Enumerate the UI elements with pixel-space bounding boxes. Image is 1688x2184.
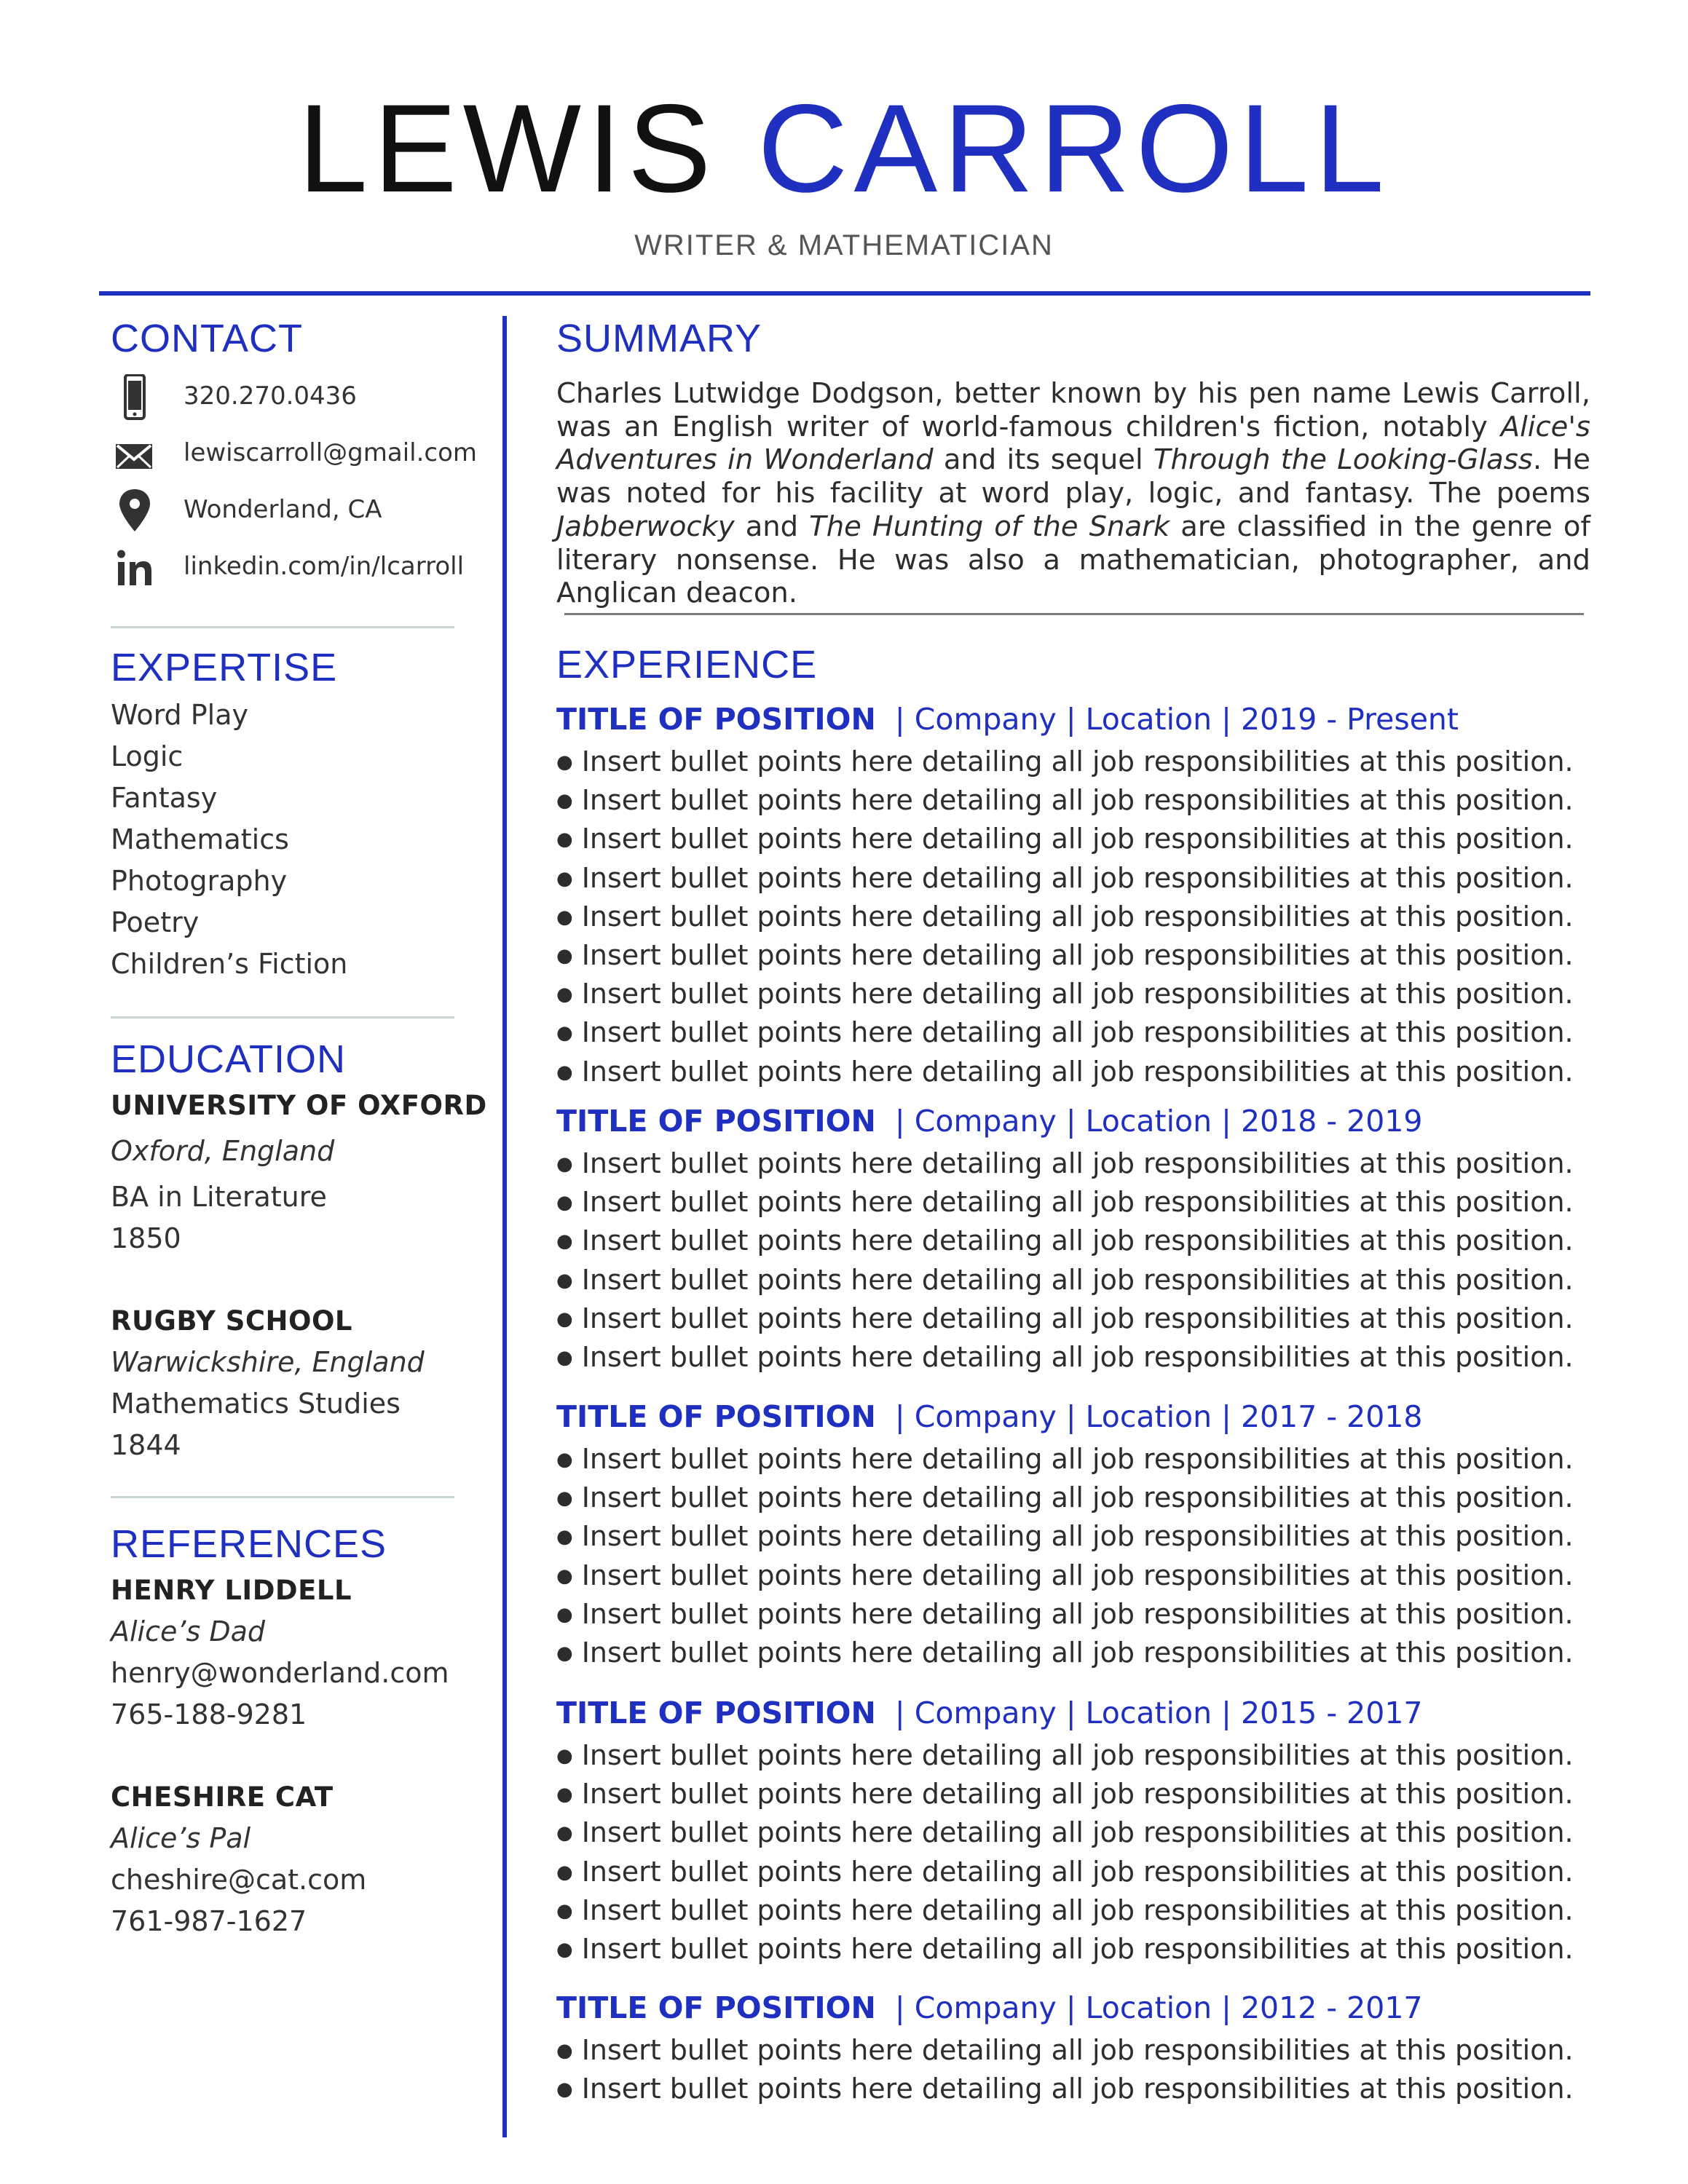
references-heading: REFERENCES <box>111 1522 387 1566</box>
bullet-item: ● Insert bullet points here detailing all job responsibilities at this position. <box>556 1558 1590 1597</box>
bullet-item: ● Insert bullet points here detailing all job responsibilities at this position. <box>556 860 1590 899</box>
bullet-item: ● Insert bullet points here detailing all job responsibilities at this position. <box>556 1597 1590 1635</box>
expertise-item: Photography <box>111 865 288 897</box>
bullet-item: ● Insert bullet points here detailing all job responsibilities at this position. <box>556 976 1590 1015</box>
header-rule <box>99 291 1590 296</box>
contact-email <box>111 427 489 478</box>
job-bullets <box>556 1738 1590 1970</box>
bullet-item: ● Insert bullet points here detailing all job responsibilities at this position. <box>556 1480 1590 1519</box>
job-bullets <box>556 744 1590 1093</box>
job-title: TITLE OF POSITION <box>556 702 876 737</box>
job-meta: | Company | Location | 2018 - 2019 <box>894 1104 1423 1139</box>
job-title: TITLE OF POSITION <box>556 1399 876 1434</box>
bullet-item: ● Insert bullet points here detailing all job responsibilities at this position. <box>556 938 1590 976</box>
section-divider <box>111 1496 454 1498</box>
bullet-item: ● Insert bullet points here detailing all job responsibilities at this position. <box>556 1340 1590 1378</box>
bullet-item: ● Insert bullet points here detailing all job responsibilities at this position. <box>556 1015 1590 1053</box>
bullet-item: ● Insert bullet points here detailing all job responsibilities at this position. <box>556 1301 1590 1340</box>
job-header <box>556 1399 1590 1434</box>
linkedin-text: linkedin.com/in/lcarroll <box>184 552 465 581</box>
first-name: LEWIS <box>298 79 717 218</box>
education-heading: EDUCATION <box>111 1037 347 1081</box>
bullet-item: ● Insert bullet points here detailing all job responsibilities at this position. <box>556 1184 1590 1223</box>
reference-name: CHESHIRE CAT <box>111 1781 334 1813</box>
bullet-item: ● Insert bullet points here detailing all job responsibilities at this position. <box>556 1776 1590 1815</box>
bullet-item: ● Insert bullet points here detailing all job responsibilities at this position. <box>556 1054 1590 1093</box>
section-divider <box>111 1016 454 1018</box>
bullet-item: ● Insert bullet points here detailing all job responsibilities at this position. <box>556 1223 1590 1262</box>
job-meta: | Company | Location | 2015 - 2017 <box>894 1696 1423 1730</box>
expertise-heading: EXPERTISE <box>111 646 338 689</box>
contact-heading: CONTACT <box>111 317 303 360</box>
expertise-item: Logic <box>111 740 184 772</box>
summary-paragraph: Charles Lutwidge Dodgson, better known by his pen name Lewis Carroll, was an English writer of world-famous children's fiction, notably Alice's Adventures in Wonderland and its sequel Through the Looking-Glass. He was noted for his facility at word play, logic, and fantasy. The poems Jabberwocky and The Hunting of the Snark are classified in the genre of literary nonsense. He was also a mathematician, photographer, and Anglican deacon. <box>556 377 1590 610</box>
job-header <box>556 1698 1590 1728</box>
school-degree: Mathematics Studies <box>111 1388 401 1420</box>
email-icon <box>111 431 159 478</box>
bullet-item: ● Insert bullet points here detailing all job responsibilities at this position. <box>556 2033 1590 2071</box>
job-title: TITLE OF POSITION <box>556 1696 876 1730</box>
job-meta: | Company | Location | 2012 - 2017 <box>894 1990 1423 2025</box>
location-pin-icon <box>111 488 159 534</box>
job-header <box>556 1104 1590 1139</box>
reference-relation: Alice’s Dad <box>111 1615 266 1647</box>
school-name: UNIVERSITY OF OXFORD <box>111 1090 487 1121</box>
contact-linkedin <box>111 540 489 591</box>
job-title: TITLE OF POSITION <box>556 1104 876 1139</box>
summary-heading: SUMMARY <box>556 317 762 360</box>
bullet-item: ● Insert bullet points here detailing all job responsibilities at this position. <box>556 1931 1590 1970</box>
bullet-item: ● Insert bullet points here detailing all job responsibilities at this position. <box>556 899 1590 938</box>
reference-email: cheshire@cat.com <box>111 1864 367 1896</box>
bullet-item: ● Insert bullet points here detailing all job responsibilities at this position. <box>556 1146 1590 1184</box>
school-name: RUGBY SCHOOL <box>111 1305 353 1337</box>
contact-location <box>111 483 489 534</box>
reference-email: henry@wonderland.com <box>111 1657 449 1689</box>
bullet-item: ● Insert bullet points here detailing all job responsibilities at this position. <box>556 1738 1590 1776</box>
bullet-item: ● Insert bullet points here detailing all job responsibilities at this position. <box>556 1519 1590 1557</box>
education-entry <box>111 1085 487 1259</box>
last-name: CARROLL <box>757 79 1390 218</box>
bullet-item: ● Insert bullet points here detailing all job responsibilities at this position. <box>556 1854 1590 1893</box>
bullet-item: ● Insert bullet points here detailing all job responsibilities at this position. <box>556 2071 1590 2110</box>
column-divider <box>502 316 507 2137</box>
job-bullets <box>556 1146 1590 1378</box>
phone-text: 320.270.0436 <box>184 381 357 411</box>
reference-phone: 761-987-1627 <box>111 1905 307 1937</box>
reference-entry <box>111 1570 449 1736</box>
expertise-item: Mathematics <box>111 823 289 855</box>
linkedin-icon <box>111 545 159 591</box>
job-meta: | Company | Location | 2017 - 2018 <box>894 1399 1423 1434</box>
bullet-item: ● Insert bullet points here detailing all job responsibilities at this position. <box>556 1893 1590 1931</box>
experience-heading: EXPERIENCE <box>556 643 818 687</box>
education-entry <box>111 1300 425 1466</box>
bullet-item: ● Insert bullet points here detailing all job responsibilities at this position. <box>556 1441 1590 1480</box>
job-bullets <box>556 2033 1590 2110</box>
school-degree: BA in Literature <box>111 1181 327 1213</box>
bullet-item: ● Insert bullet points here detailing all job responsibilities at this position. <box>556 1262 1590 1301</box>
reference-name: HENRY LIDDELL <box>111 1575 352 1606</box>
expertise-item: Fantasy <box>111 782 218 814</box>
section-divider <box>111 626 454 628</box>
expertise-item: Word Play <box>111 699 248 731</box>
summary-divider <box>564 613 1584 615</box>
reference-phone: 765-188-9281 <box>111 1698 307 1730</box>
bullet-item: ● Insert bullet points here detailing all job responsibilities at this position. <box>556 783 1590 821</box>
expertise-item: Poetry <box>111 906 200 938</box>
email-text: lewiscarroll@gmail.com <box>184 438 478 467</box>
contact-phone <box>111 370 489 421</box>
school-year: 1850 <box>111 1222 181 1254</box>
phone-icon <box>111 374 159 421</box>
school-location: Warwickshire, England <box>111 1346 425 1378</box>
expertise-list <box>111 695 489 985</box>
location-text: Wonderland, CA <box>184 495 382 524</box>
school-year: 1844 <box>111 1429 181 1461</box>
school-location: Oxford, England <box>111 1135 335 1167</box>
job-header <box>556 702 1590 737</box>
expertise-item: Children’s Fiction <box>111 948 348 980</box>
job-header <box>556 1990 1590 2025</box>
reference-relation: Alice’s Pal <box>111 1822 251 1854</box>
job-title: TITLE OF POSITION <box>556 1990 876 2025</box>
tagline: WRITER & MATHEMATICIAN <box>634 229 1054 261</box>
bullet-item: ● Insert bullet points here detailing all job responsibilities at this position. <box>556 744 1590 783</box>
bullet-item: ● Insert bullet points here detailing all job responsibilities at this position. <box>556 1635 1590 1674</box>
reference-entry <box>111 1776 366 1942</box>
job-meta: | Company | Location | 2019 - Present <box>894 702 1459 737</box>
bullet-item: ● Insert bullet points here detailing all job responsibilities at this position. <box>556 1815 1590 1853</box>
resume-name <box>0 79 1688 218</box>
job-bullets <box>556 1441 1590 1674</box>
bullet-item: ● Insert bullet points here detailing all job responsibilities at this position. <box>556 821 1590 860</box>
